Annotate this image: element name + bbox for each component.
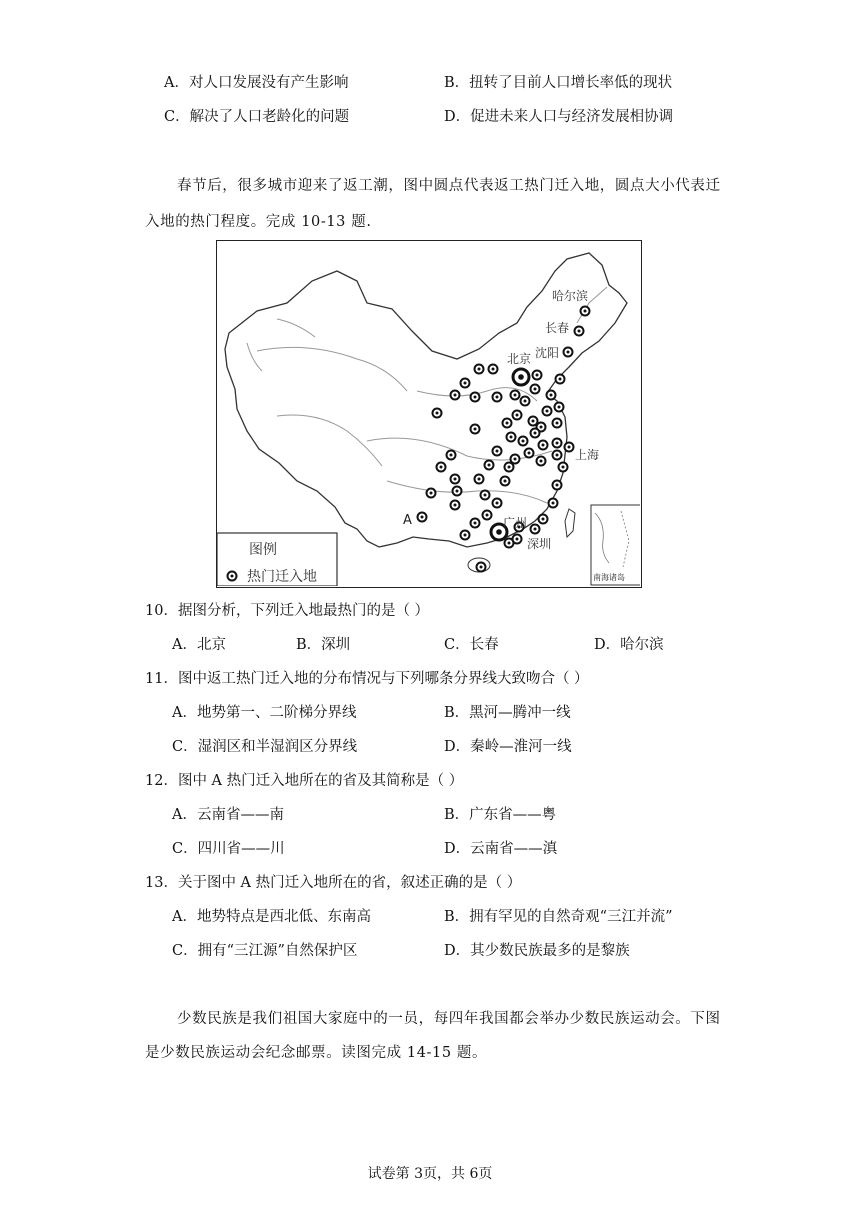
label-beijing: 北京 [507,352,532,366]
q10-option-c: C．长春 [444,637,499,653]
passage1-line1: 春节后，很多城市迎来了返工潮，图中圆点代表返工热门迁入地，圆点大小代表迁 [177,178,721,194]
q13-option-b: B．拥有罕见的自然奇观“三江并流” [444,909,673,925]
label-guangzhou: 广州 [503,516,528,530]
label-shenzhen: 深圳 [527,537,552,551]
q9-option-c: C．解决了人口老龄化的问题 [164,109,350,125]
label-shenyang: 沈阳 [535,346,560,360]
legend [217,533,337,586]
q9-option-d: D．促进未来人口与经济发展相协调 [444,109,674,125]
q10-stem: 10．据图分析，下列迁入地最热门的是（ ） [145,603,430,619]
passage2-line2: 是少数民族运动会纪念邮票。读图完成 14-15 题。 [145,1045,488,1061]
q9-option-b: B．扭转了目前人口增长率低的现状 [444,75,673,91]
q12-option-b: B．广东省——粤 [444,807,557,823]
label-shanghai: 上海 [575,448,600,462]
migration-map [216,240,642,588]
q12-stem: 12．图中 A 热门迁入地所在的省及其简称是（ ） [145,773,464,789]
passage1-line2: 入地的热门程度。完成 10-13 题. [145,214,372,230]
q13-stem: 13．关于图中 A 热门迁入地所在的省，叙述正确的是（ ） [145,875,522,891]
q13-option-c: C．拥有“三江源”自然保护区 [172,943,358,959]
q10-option-d: D．哈尔滨 [594,637,664,653]
q12-option-a: A．云南省——南 [172,807,284,823]
passage2-line1: 少数民族是我们祖国大家庭中的一员，每四年我国都会举办少数民族运动会。下图 [177,1011,721,1027]
q11-stem: 11．图中返工热门迁入地的分布情况与下列哪条分界线大致吻合（ ） [145,671,589,687]
q11-option-b: B．黑河—腾冲一线 [444,705,571,721]
label-a: A [403,513,412,528]
china-map-svg [217,241,640,586]
q12-option-c: C．四川省——川 [172,841,285,857]
inset-label: 南海诸岛 [593,573,625,582]
q13-option-d: D．其少数民族最多的是黎族 [444,943,630,959]
label-changchun: 长春 [545,321,570,335]
legend-title: 图例 [249,542,277,558]
q11-option-c: C．湿润区和半湿润区分界线 [172,739,358,755]
label-harbin: 哈尔滨 [552,289,589,303]
q9-option-a: A．对人口发展没有产生影响 [164,75,349,91]
q10-option-b: B．深圳 [296,637,351,653]
taiwan-island [565,509,575,537]
beijing-big-dot [513,369,529,385]
q10-option-a: A．北京 [172,637,226,653]
page-footer: 试卷第 3页，共 6页 [367,1166,493,1182]
q13-option-a: A．地势特点是西北低、东南高 [172,909,371,925]
q12-option-d: D．云南省——滇 [444,841,558,857]
legend-item-label: 热门迁入地 [247,569,317,585]
q11-option-d: D．秦岭—淮河一线 [444,739,572,755]
q11-option-a: A．地势第一、二阶梯分界线 [172,705,357,721]
